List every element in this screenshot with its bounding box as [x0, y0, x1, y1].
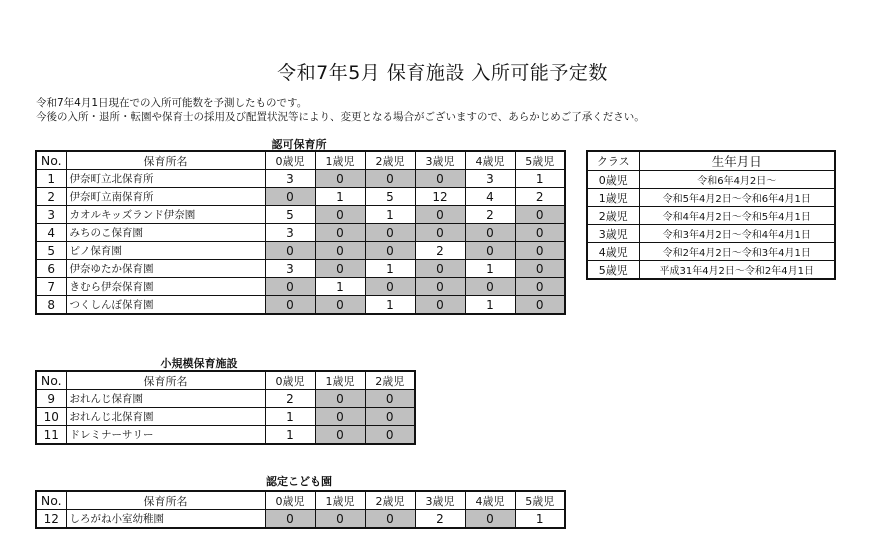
facility-name: 伊奈町立南保育所 [66, 188, 265, 206]
availability-cell: 3 [465, 170, 515, 188]
class-row [587, 261, 835, 280]
header-age-2: 2歳児 [365, 371, 415, 390]
availability-cell: 1 [365, 206, 415, 224]
availability-cell: 0 [365, 390, 415, 408]
class-name: 1歳児 [587, 189, 639, 207]
availability-cell: 0 [515, 242, 565, 260]
availability-cell: 2 [265, 390, 315, 408]
table-nintei-kodomoen [35, 490, 566, 529]
row-number: 8 [36, 296, 66, 315]
facility-name: ピノ保育園 [66, 242, 265, 260]
facility-name: 伊奈町立北保育所 [66, 170, 265, 188]
header-age-0: 0歳児 [265, 371, 315, 390]
availability-cell: 0 [365, 170, 415, 188]
availability-cell: 0 [315, 296, 365, 315]
class-row [587, 207, 835, 225]
availability-cell: 1 [515, 510, 565, 529]
availability-cell: 0 [315, 390, 365, 408]
row-number: 3 [36, 206, 66, 224]
row-number: 6 [36, 260, 66, 278]
header-age-0: 0歳児 [265, 491, 315, 510]
table-row [36, 390, 415, 408]
notice-line-2: 今後の入所・退所・転園や保育士の採用及び配置状況等により、変更となる場合がございますので、あらかじめご了承ください。 [36, 111, 645, 123]
class-row [587, 189, 835, 207]
table-row [36, 170, 565, 188]
availability-cell: 0 [265, 242, 315, 260]
facility-name: しろがね小室幼稚園 [66, 510, 265, 529]
availability-cell: 0 [365, 278, 415, 296]
class-name: 5歳児 [587, 261, 639, 280]
availability-cell: 12 [415, 188, 465, 206]
availability-cell: 2 [415, 510, 465, 529]
availability-cell: 0 [315, 260, 365, 278]
availability-cell: 0 [365, 510, 415, 529]
section-caption-kodomoen: 認定こども園 [266, 475, 332, 488]
availability-cell: 0 [415, 170, 465, 188]
facility-name: おれんじ保育園 [66, 390, 265, 408]
table-row [36, 188, 565, 206]
availability-cell: 0 [265, 510, 315, 529]
availability-cell: 3 [265, 260, 315, 278]
availability-cell: 1 [315, 278, 365, 296]
availability-cell: 1 [465, 260, 515, 278]
availability-cell: 0 [315, 510, 365, 529]
header-name: 保育所名 [66, 371, 265, 390]
row-number: 9 [36, 390, 66, 408]
availability-cell: 0 [515, 260, 565, 278]
availability-cell: 3 [265, 224, 315, 242]
availability-cell: 0 [515, 278, 565, 296]
header-no: No. [36, 371, 66, 390]
class-row [587, 243, 835, 261]
availability-cell: 5 [265, 206, 315, 224]
facility-name: ドレミナーサリー [66, 426, 265, 445]
table-header-row [36, 371, 415, 390]
facility-name: 伊奈ゆたか保育園 [66, 260, 265, 278]
class-name: 4歳児 [587, 243, 639, 261]
table-row [36, 426, 415, 445]
header-age-5: 5歳児 [515, 151, 565, 170]
facility-name: おれんじ北保育園 [66, 408, 265, 426]
availability-cell: 0 [265, 188, 315, 206]
header-age-2: 2歳児 [365, 151, 415, 170]
availability-cell: 1 [315, 188, 365, 206]
table-row [36, 408, 415, 426]
availability-cell: 0 [265, 296, 315, 315]
header-name: 保育所名 [66, 491, 265, 510]
availability-cell: 0 [315, 426, 365, 445]
availability-cell: 1 [265, 408, 315, 426]
availability-cell: 0 [415, 260, 465, 278]
header-birthdate: 生年月日 [639, 151, 835, 171]
class-row [587, 171, 835, 189]
availability-cell: 0 [265, 278, 315, 296]
birthdate-range: 令和5年4月2日～令和6年4月1日 [639, 189, 835, 207]
page-title: 令和7年5月 保育施設 入所可能予定数 [277, 62, 608, 84]
row-number: 11 [36, 426, 66, 445]
availability-cell: 1 [365, 296, 415, 315]
availability-cell: 0 [365, 224, 415, 242]
row-number: 1 [36, 170, 66, 188]
availability-cell: 2 [515, 188, 565, 206]
availability-cell: 2 [465, 206, 515, 224]
availability-cell: 0 [465, 224, 515, 242]
availability-cell: 0 [515, 206, 565, 224]
row-number: 10 [36, 408, 66, 426]
class-row [587, 225, 835, 243]
header-age-2: 2歳児 [365, 491, 415, 510]
birthdate-range: 令和2年4月2日～令和3年4月1日 [639, 243, 835, 261]
table-shokibo-hoiku [35, 370, 416, 445]
table-row [36, 242, 565, 260]
header-age-4: 4歳児 [465, 151, 515, 170]
row-number: 4 [36, 224, 66, 242]
table-row [36, 206, 565, 224]
availability-cell: 1 [515, 170, 565, 188]
availability-cell: 0 [365, 426, 415, 445]
birthdate-range: 令和3年4月2日～令和4年4月1日 [639, 225, 835, 243]
availability-cell: 0 [315, 170, 365, 188]
section-caption-ninka: 認可保育所 [271, 138, 327, 151]
header-no: No. [36, 151, 66, 170]
row-number: 7 [36, 278, 66, 296]
availability-cell: 4 [465, 188, 515, 206]
class-name: 3歳児 [587, 225, 639, 243]
availability-cell: 0 [315, 224, 365, 242]
availability-cell: 0 [315, 242, 365, 260]
availability-cell: 0 [415, 224, 465, 242]
header-age-0: 0歳児 [265, 151, 315, 170]
table-row [36, 260, 565, 278]
availability-cell: 0 [315, 408, 365, 426]
birthdate-range: 平成31年4月2日～令和2年4月1日 [639, 261, 835, 280]
facility-name: つくしんぼ保育園 [66, 296, 265, 315]
table-row [36, 510, 565, 529]
table-header-row [36, 491, 565, 510]
row-number: 12 [36, 510, 66, 529]
availability-cell: 1 [265, 426, 315, 445]
header-age-1: 1歳児 [315, 151, 365, 170]
table-header-row [36, 151, 565, 170]
availability-cell: 0 [365, 242, 415, 260]
table-row [36, 224, 565, 242]
section-caption-shokibo: 小規模保育施設 [160, 357, 238, 370]
class-birthdate-table [586, 150, 836, 280]
availability-cell: 0 [515, 296, 565, 315]
header-age-4: 4歳児 [465, 491, 515, 510]
notice-line-1: 令和7年4月1日現在での入所可能数を予測したものです。 [36, 97, 308, 109]
header-age-5: 5歳児 [515, 491, 565, 510]
header-age-3: 3歳児 [415, 151, 465, 170]
availability-cell: 0 [315, 206, 365, 224]
table-row [36, 278, 565, 296]
availability-cell: 0 [415, 278, 465, 296]
class-name: 0歳児 [587, 171, 639, 189]
header-age-1: 1歳児 [315, 491, 365, 510]
availability-cell: 0 [465, 278, 515, 296]
facility-name: きむら伊奈保育園 [66, 278, 265, 296]
header-class: クラス [587, 151, 639, 171]
class-table-header-row [587, 151, 835, 171]
availability-cell: 5 [365, 188, 415, 206]
availability-cell: 0 [515, 224, 565, 242]
header-name: 保育所名 [66, 151, 265, 170]
availability-cell: 3 [265, 170, 315, 188]
availability-cell: 2 [415, 242, 465, 260]
availability-cell: 0 [365, 408, 415, 426]
availability-cell: 0 [465, 242, 515, 260]
header-no: No. [36, 491, 66, 510]
availability-cell: 1 [365, 260, 415, 278]
availability-cell: 1 [465, 296, 515, 315]
birthdate-range: 令和4年4月2日～令和5年4月1日 [639, 207, 835, 225]
birthdate-range: 令和6年4月2日～ [639, 171, 835, 189]
header-age-3: 3歳児 [415, 491, 465, 510]
table-row [36, 296, 565, 315]
row-number: 2 [36, 188, 66, 206]
facility-name: みちのこ保育園 [66, 224, 265, 242]
header-age-1: 1歳児 [315, 371, 365, 390]
class-name: 2歳児 [587, 207, 639, 225]
availability-cell: 0 [415, 206, 465, 224]
facility-name: カオルキッズランド伊奈園 [66, 206, 265, 224]
availability-cell: 0 [465, 510, 515, 529]
row-number: 5 [36, 242, 66, 260]
availability-cell: 0 [415, 296, 465, 315]
table-ninka-hoikusho [35, 150, 566, 315]
